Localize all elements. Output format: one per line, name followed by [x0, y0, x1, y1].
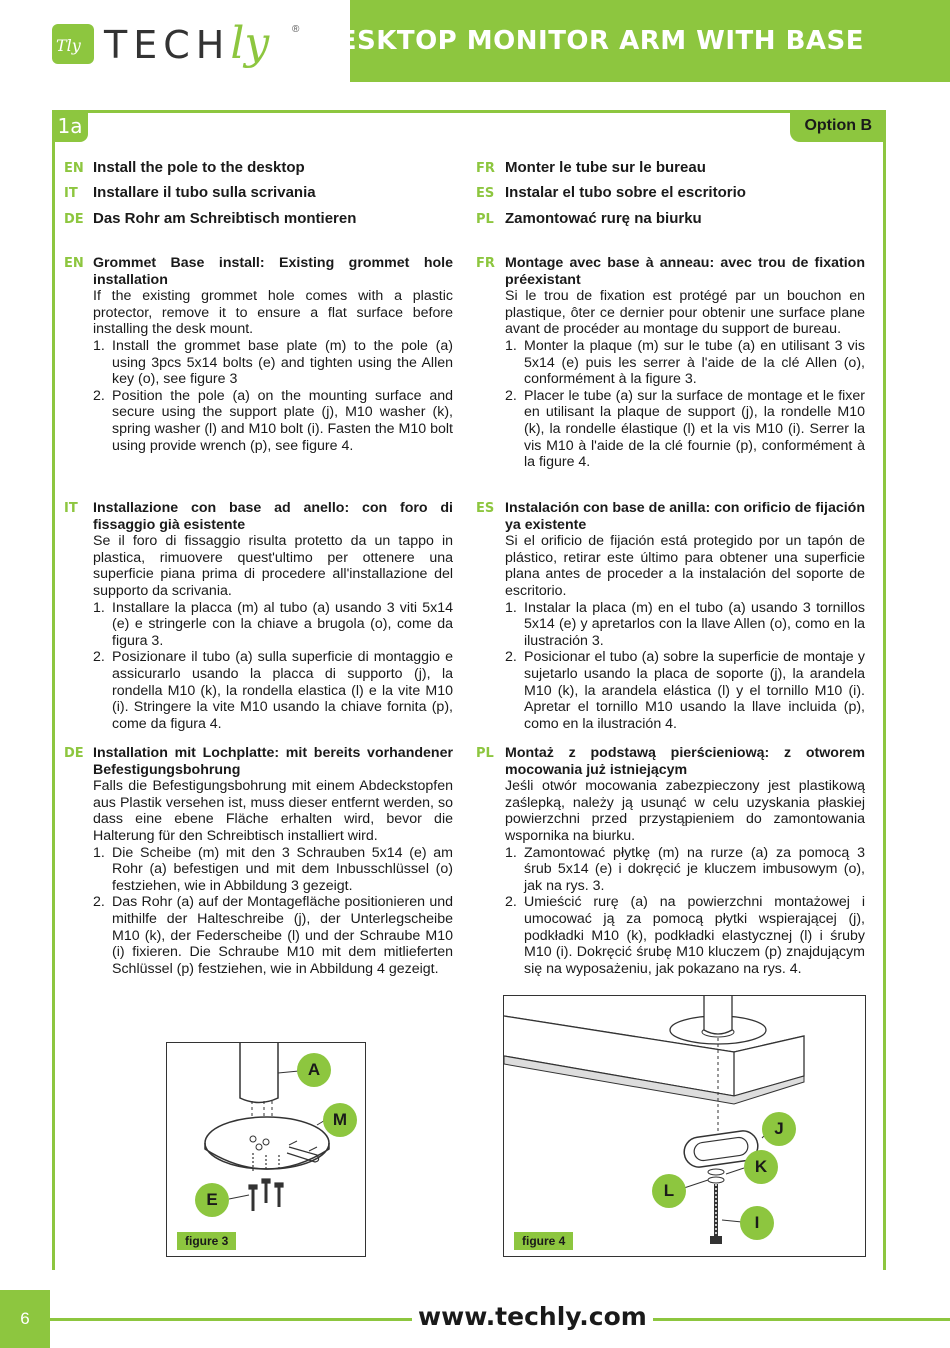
- instructions-de: [93, 745, 453, 977]
- instructions-steps: [505, 845, 865, 978]
- step-number: 1.: [93, 599, 105, 616]
- instruction-step: [505, 338, 865, 388]
- instruction-step: [93, 894, 453, 977]
- instructions-fr: [505, 255, 865, 471]
- instruction-step: [93, 600, 453, 650]
- instructions-title: Montage avec base à anneau: avec trou de fixation préexistant: [505, 255, 865, 288]
- callout-i: I: [740, 1206, 774, 1240]
- step-number: 1.: [93, 844, 105, 861]
- step-text: Install the grommet base plate (m) to the pole (a) using 3pcs 5x14 bolts (e) and tighten using the Allen key (o), see figure 3: [112, 337, 453, 388]
- callout-j: J: [762, 1112, 796, 1146]
- footer-url[interactable]: www.techly.com: [412, 1302, 653, 1331]
- grommet-plate-illustration: [167, 1043, 367, 1258]
- footer-rule-right: [608, 1318, 950, 1321]
- lang-code-fr: FR: [476, 161, 495, 176]
- step-number: 2.: [93, 894, 105, 911]
- step-text: Das Rohr (a) auf der Montagefläche positionieren und mithilfe der Halteschreibe (j), der Unterlegscheibe M10 (k), der Federscheibe (l) und der Schraube M10 (i) fixieren. Die Schraube M10 mit dem mitlieferten Schlüssel (p) festziehen, wie in Abbildung 4 gezeigt.: [112, 894, 453, 977]
- instruction-step: [93, 388, 453, 454]
- instruction-step: [505, 600, 865, 650]
- lang-code-de: DE: [64, 212, 84, 227]
- desk-mount-illustration: [504, 996, 867, 1258]
- instructions-title: Grommet Base install: Existing grommet hole installation: [93, 255, 453, 288]
- lang-code-es-long: ES: [476, 501, 495, 516]
- step-text: Zamontować płytkę (m) na rurze (a) za pomocą 3 śrub 5x14 (e) i dokręcić je kluczem imbusowym (o), jak na rys. 3.: [524, 844, 865, 894]
- short-heading-fr: Monter le tube sur le bureau: [505, 159, 706, 176]
- callout-a: A: [297, 1053, 331, 1087]
- instructions-en: [93, 255, 453, 454]
- step-text: Posicionar el tubo (a) sobre la superficie de montaje y sujetarlo usando la placa de soporte (j), la arandela M10 (k), la arandela elástica (l) y el tornillo M10 (i). Apretar el tornillo M10 usando la llave incluida (p), como en la ilustración 4.: [524, 649, 865, 732]
- instructions-intro: Jeśli otwór mocowania zabezpieczony jest plastikową zaślepką, należy ją usunąć w celu uzyskania płaskiej powierzchni przed przystąpieniem do zamontowania wspornika na biurku.: [505, 778, 865, 844]
- figure-4-label: figure 4: [514, 1232, 573, 1250]
- step-number: 2.: [505, 387, 517, 404]
- step-number: 1.: [93, 337, 105, 354]
- instructions-steps: [505, 600, 865, 733]
- instructions-steps: [505, 338, 865, 471]
- logo-brand: TECH: [104, 23, 231, 67]
- figure-3-label: figure 3: [177, 1232, 236, 1250]
- instructions-steps: [93, 600, 453, 733]
- instructions-it: [93, 500, 453, 732]
- instruction-step: [93, 649, 453, 732]
- step-text: Monter la plaque (m) sur le tube (a) en utilisant 3 vis 5x14 (e) puis les serrer à l'aide de la clé Allen (o), conformément à la figure 3.: [524, 337, 865, 388]
- instructions-intro: If the existing grommet hole comes with a plastic protector, remove it to ensure a flat surface before installing the desk mount.: [93, 288, 453, 338]
- logo-mark-text: Tly: [56, 36, 81, 55]
- step-number: 1.: [505, 337, 517, 354]
- figure-3: [166, 1042, 366, 1257]
- step-number: 2.: [505, 894, 517, 911]
- short-heading-de: Das Rohr am Schreibtisch montieren: [93, 210, 357, 227]
- instructions-title: Installazione con base ad anello: con foro di fissaggio già esistente: [93, 500, 453, 533]
- instructions-intro: Falls die Befestigungsbohrung mit einem Abdeckstopfen aus Plastik versehen ist, muss dieser entfernt werden, so dass eine ebene Fläche erhalten wird, bevor die Halterung für den Schreibtisch installiert wird.: [93, 778, 453, 844]
- instruction-step: [93, 845, 453, 895]
- instruction-step: [505, 894, 865, 977]
- lang-code-pl: PL: [476, 212, 494, 227]
- instructions-title: Montaż z podstawą pierścieniową: z otworem mocowania już istniejącym: [505, 745, 865, 778]
- step-text: Installare la placca (m) al tubo (a) usando 3 viti 5x14 (e) e stringerle con la chiave a brugola (o), come da figura 3.: [112, 599, 453, 649]
- header-title-bar: [316, 0, 950, 82]
- lang-code-pl-long: PL: [476, 746, 494, 761]
- instructions-intro: Si el orificio de fijación está protegido por un tapón de plástico, retirar este último para obtener una superficie plana antes de proceder a la instalación del soporte de escritorio.: [505, 533, 865, 599]
- lang-code-es: ES: [476, 186, 495, 201]
- step-text: Umieścić rurę (a) na powierzchni montażowej i umocować ją za pomocą płytki wspierającej (j), podkładki M10 (k), podkładki elastycznej (l) i śruby M10 (i). Dokręcić śrubę M10 kluczem (p) znajdującym się na wyposażeniu, jak pokazano na rys. 4.: [524, 894, 865, 977]
- step-text: Instalar la placa (m) en el tubo (a) usando 3 tornillos 5x14 (e) y apretarlos con la llave Allen (o), como en la ilustración 3.: [524, 599, 865, 649]
- lang-code-it: IT: [64, 186, 78, 201]
- callout-l: L: [652, 1174, 686, 1208]
- lang-code-it-long: IT: [64, 501, 78, 516]
- step-number: 1.: [505, 599, 517, 616]
- step-number: 2.: [505, 649, 517, 666]
- logo-brand-suffix: ly: [230, 18, 270, 69]
- step-text: Placer le tube (a) sur la surface de montage et le fixer en utilisant la plaque de support (j), la rondelle M10 (k), la rondelle élastique (l) et la vis M10 (i). Serrer la vis M10 à l'aide de la clé fournie (p), conformément à la figure 4.: [524, 387, 865, 471]
- instructions-steps: [93, 338, 453, 454]
- document-title: DESKTOP MONITOR ARM WITH BASE: [316, 26, 864, 56]
- lang-code-en-long: EN: [64, 256, 84, 271]
- step-number: 2.: [93, 387, 105, 404]
- instructions-es: [505, 500, 865, 732]
- instruction-step: [505, 388, 865, 471]
- instructions-intro: Se il foro di fissaggio risulta protetto da un tappo in plastica, rimuovere quest'ultimo per ottenere una superficie piana prima di procedere all'installazione del supporto da scrivania.: [93, 533, 453, 599]
- logo-mark-box: [52, 24, 94, 64]
- page-number: 6: [0, 1290, 50, 1348]
- short-heading-it: Installare il tubo sulla scrivania: [93, 184, 316, 201]
- figure-4: [503, 995, 866, 1257]
- step-text: Position the pole (a) on the mounting surface and secure using the support plate (j), M10 washer (k), spring washer (l) and M10 bolt (i). Fasten the M10 bolt using provide wrench (p), see figure 4.: [112, 387, 453, 454]
- callout-e: E: [195, 1183, 229, 1217]
- lang-code-de-long: DE: [64, 746, 84, 761]
- short-heading-en: Install the pole to the desktop: [93, 159, 305, 176]
- logo-wordmark: [104, 18, 270, 69]
- option-badge: Option B: [790, 110, 886, 142]
- step-text: Die Scheibe (m) mit den 3 Schrauben 5x14 (e) am Rohr (a) befestigen und mit dem Inbusschlüssel (o) festziehen, wie in Abbildung 3 gezeigt.: [112, 844, 453, 894]
- callout-m: M: [323, 1103, 357, 1137]
- instructions-title: Instalación con base de anilla: con orificio de fijación ya existente: [505, 500, 865, 533]
- registered-mark: ®: [292, 24, 300, 35]
- step-text: Posizionare il tubo (a) sulla superficie di montaggio e assicurarlo usando la placca di supporto (j), la rondella M10 (k), la rondella elastica (l) e la vite M10 (i). Stringere la vite M10 usando la chiave fornita (p), come da figura 4.: [112, 649, 453, 732]
- instructions-intro: Si le trou de fixation est protégé par un bouchon en plastique, ôter ce dernier pour obtenir une surface plane avant de procéder au montage du support de bureau.: [505, 288, 865, 338]
- instructions-pl: [505, 745, 865, 977]
- short-heading-pl: Zamontować rurę na biurku: [505, 210, 702, 227]
- instruction-step: [505, 649, 865, 732]
- footer-rule-left: [50, 1318, 412, 1321]
- instructions-title: Installation mit Lochplatte: mit bereits vorhandener Befestigungsbohrung: [93, 745, 453, 778]
- lang-code-en: EN: [64, 161, 84, 176]
- step-number: 1.: [505, 844, 517, 861]
- instructions-steps: [93, 845, 453, 978]
- short-heading-es: Instalar el tubo sobre el escritorio: [505, 184, 746, 201]
- instruction-step: [93, 338, 453, 388]
- step-number: 2.: [93, 649, 105, 666]
- callout-k: K: [744, 1150, 778, 1184]
- instruction-step: [505, 845, 865, 895]
- step-badge: 1a: [52, 110, 88, 142]
- lang-code-fr-long: FR: [476, 256, 495, 271]
